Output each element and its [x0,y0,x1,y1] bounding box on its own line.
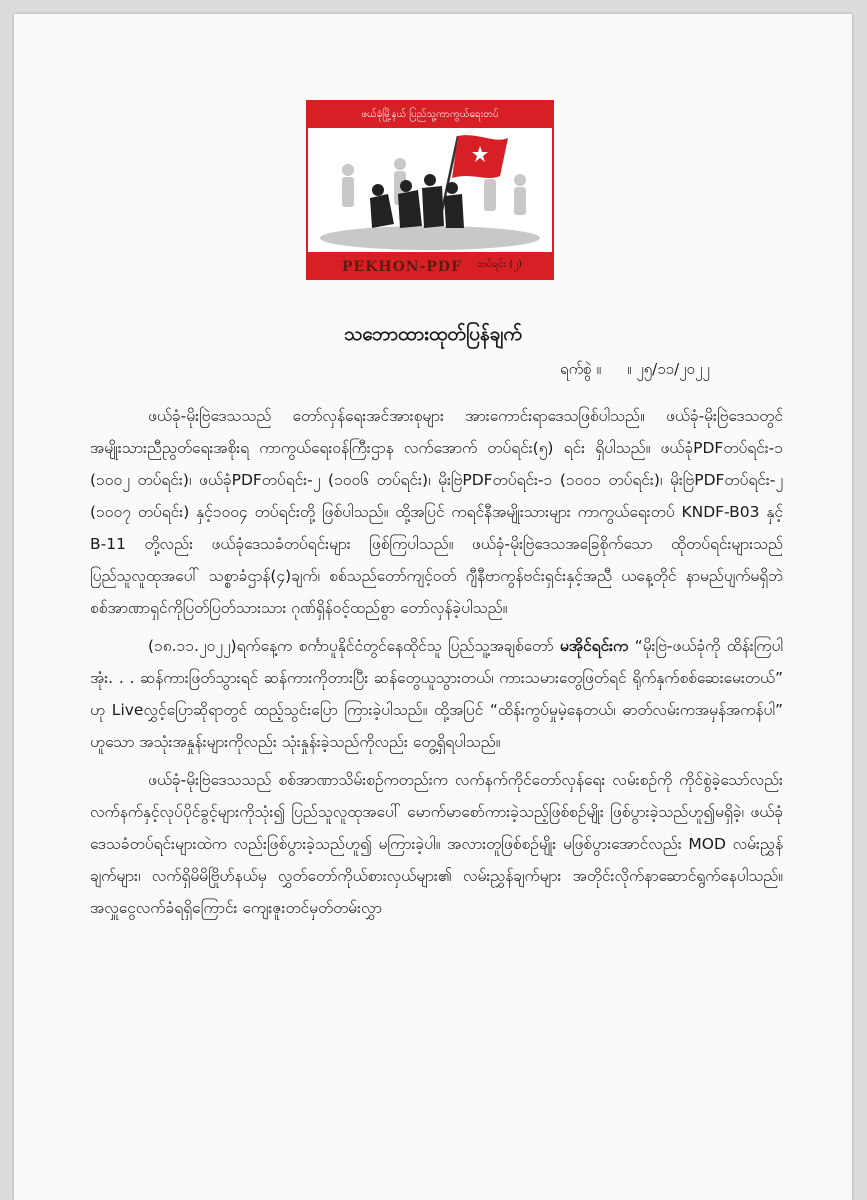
date-line [560,360,710,382]
date-label: ရက်စွဲ ။ [560,360,602,378]
logo-footer-band [308,252,552,278]
logo-unit-name: PEKHON-PDF [342,259,463,275]
flag-raising-soldiers-image [308,128,552,252]
paragraph-2 [90,630,783,758]
quoted-person-name: မအိုင်ရင်းက [559,637,629,655]
paragraph-1: ဖယ်ခုံ-မိုးဗြဲဒေသသည် တော်လှန်ရေးအင်အားစုများ အားကောင်းရာဒေသဖြစ်ပါသည်။ ဖယ်ခုံ-မိုးဗြဲဒေသတွင် အမျိုးသားညီညွတ်ရေးအစိုးရ ကာကွယ်ရေးဝန်ကြီးဌာန လက်အောက် တပ်ရင်း(၅) ရင်း ရှိပါသည်။ ဖယ်ခုံPDFတပ်ရင်း-၁ (၁၀၀၂ တပ်ရင်း)၊ ဖယ်ခုံPDFတပ်ရင်း-၂ (၁၀၀၆ တပ်ရင်း)၊ မိုးဗြဲPDFတပ်ရင်း-၁ (၁၀၀၁ တပ်ရင်း)၊ မိုးဗြဲPDFတပ်ရင်း-၂ (၁၀၀၇ တပ်ရင်း) နှင့်၁၀၀၄ တပ်ရင်းတို့ ဖြစ်ပါသည်။ ထို့အပြင် ကရင်နီအမျိုးသားများ ကာကွယ်ရေးတပ် KNDF-B03 နှင့် B-11 တို့လည်း ဖယ်ခုံဒေသခံတပ်ရင်းများ ဖြစ်ကြပါသည်။ ဖယ်ခုံ-မိုးဗြဲဒေသအခြေစိုက်သော ထိုတပ်ရင်းများသည် ပြည်သူလူထုအပေါ် သစ္စာခံဌာန်(၄)ချက်၊ စစ်သည်တော်ကျင့်ဝတ် ဂျီနီဗာကွန်ဗင်းရှင်းနှင့်အညီ ယနေ့တိုင် နာမည်ပျက်မရှိဘဲ စစ်အာဏာရှင်ကိုပြတ်ပြတ်သားသား ဂုဏ်ရှိန်ဝင့်ထည်စွာ တော်လှန်ခဲ့ပါသည်။ [90,407,783,617]
paragraph-3: ဖယ်ခုံ-မိုးဗြဲဒေသသည် စစ်အာဏာသိမ်းစဉ်ကတည်းက လက်နက်ကိုင်တော်လှန်ရေး လမ်းစဉ်ကို ကိုင်စွဲခဲ့သော်လည်း လက်နက်နှင့်လုပ်ပိုင်ခွင့်များကိုသုံး၍ ပြည်သူလူထုအပေါ် မောက်မာစော်ကားခဲ့သည့်ဖြစ်စဉ်မျိုး ဖြစ်ပွားခဲ့သည်ဟူ၍မရှိခဲ့၊ ဖယ်ခုံဒေသခံတပ်ရင်းများထဲက လည်းဖြစ်ပွားခဲ့သည်ဟူ၍ မကြားခဲ့ပါ။ အလားတူဖြစ်စဉ်မျိုး မဖြစ်ပွားအောင်လည်း MOD လမ်းညွှန်ချက်များ၊ လက်ရှိမိမိဗြိုဟ်နယ်မှ လွှတ်တော်ကိုယ်စားလှယ်များ၏ လမ်းညွှန်ချက်များ အတိုင်းလိုက်နာဆောင်ရွက်နေပါသည်။ အလှူငွေလက်ခံရရှိကြောင်း ကျေးဇူးတင်မှတ်တမ်းလွှာ [90,771,783,917]
document-page [14,14,852,1200]
paragraph-2-rest: “မိုးဗြဲ-ဖယ်ခုံကို ထိန်းကြပါအုံး. . . ဆန်ကားဖြတ်သွားရင် ဆန်ကားကိုတားပြီး ဆန်တွေယူသွားတယ်၊ ကားသမားတွေဖြတ်ရင် ရိုက်နှက်စစ်ဆေးမေးတယ်” ဟု Liveလွှင့်ပြောဆိုရာတွင် ထည့်သွင်းပြော ကြားခဲ့ပါသည်။ ထို့အပြင် “ထိန်းကွပ်မှုမဲ့နေတယ်၊ ဓာတ်လမ်းကအမှန်အကန်ပါ” ဟူသော အသုံးအနှုန်းများကိုလည်း သုံးနှုန်းခဲ့သည်ကိုလည်း တွေ့ရှိရပါသည်။ [90,637,783,751]
logo-battalion: တပ်ရင်း (၂) [476,259,522,270]
date-value: ။ ၂၅/၁၁/၂၀၂၂ [627,360,710,378]
statement-title: သဘောထားထုတ်ပြန်ချက် [343,323,523,345]
unit-logo [306,100,554,280]
logo-banner: ဖယ်ခုံမြို့နယ် ပြည်သူ့ကာကွယ်ရေးတပ် [308,102,552,128]
statement-body [90,400,783,930]
paragraph-2-intro: (၁၈.၁၁.၂၀၂၂)ရက်နေ့က စင်္ကာပူနိုင်ငံတွင်နေထိုင်သူ ပြည်သူ့အချစ်တော် [148,637,560,655]
